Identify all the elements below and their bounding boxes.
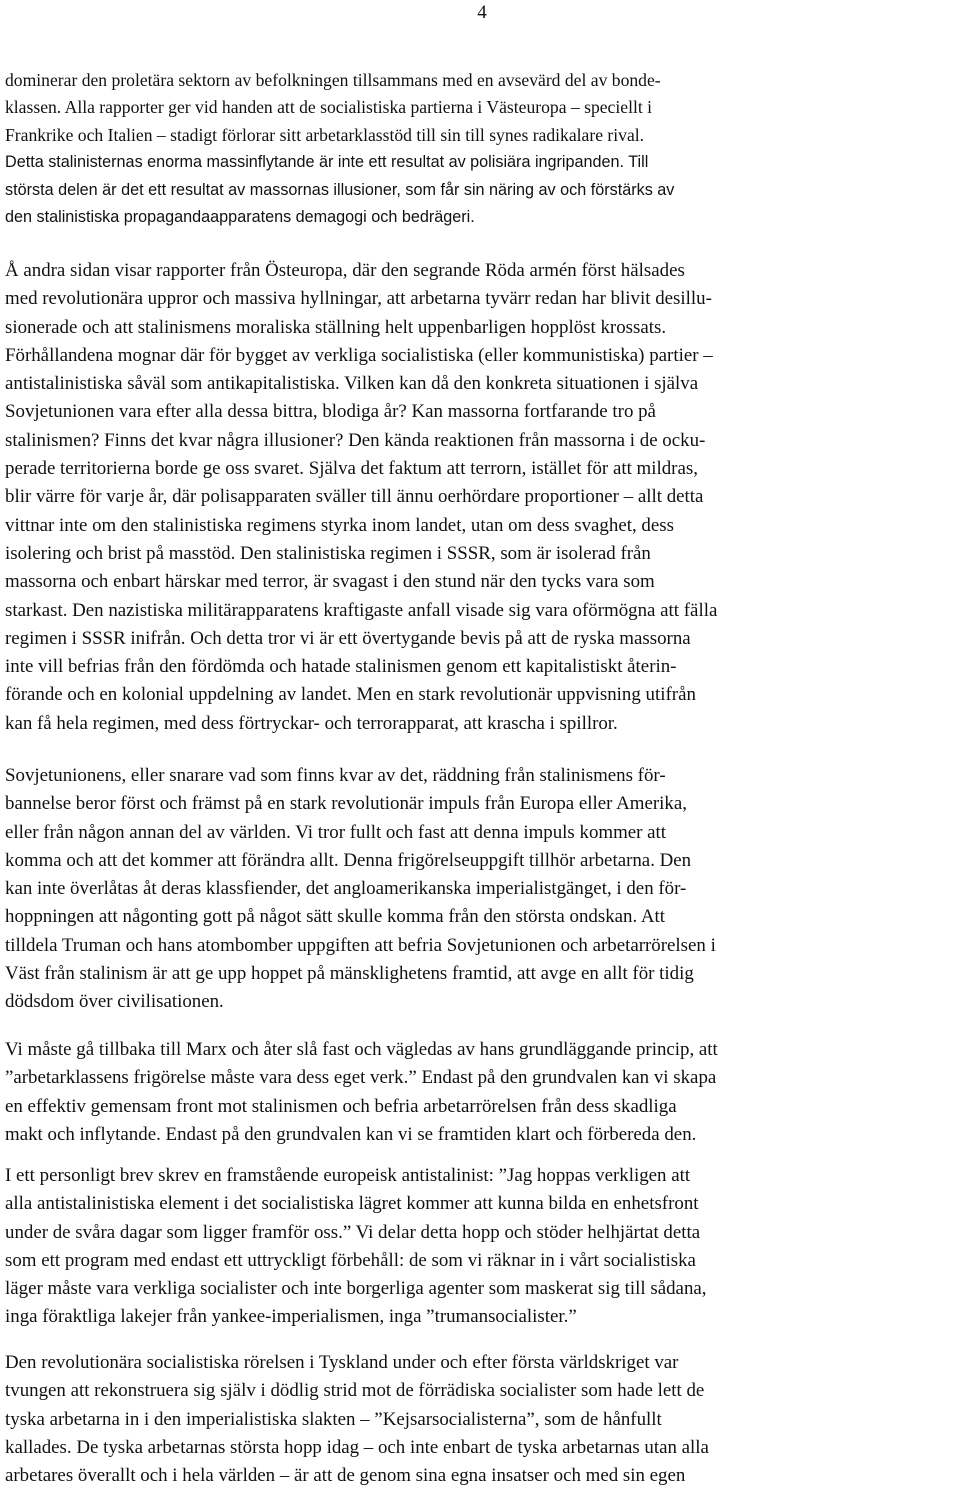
text-line: bannelse beror först och främst på en stark revolutionär impuls från Europa eller Amerika, [5,793,687,815]
text-line: dominerar den proletära sektorn av befolkningen tillsammans med en avsevärd del av bonde- [5,70,661,90]
text-line: isolering och brist på masstöd. Den stalinistiska regimen i SSSR, som är isolerad från [5,542,651,564]
text-line: starkast. Den nazistiska militärapparatens kraftigaste anfall visade sig vara oförmögna att fälla [5,599,718,621]
text-line: komma och att det kommer att förändra allt. Denna frigörelseuppgift tillhör arbetarna. Den [5,849,692,871]
text-line: under de svåra dagar som ligger framför oss.” Vi delar detta hopp och stöder helhjärtat detta [5,1221,701,1243]
page-number: 4 [477,2,487,23]
text-line: ”arbetarklassens frigörelse måste vara dess eget verk.” Endast på den grundvalen kan vi skapa [5,1067,717,1089]
text-line: blir värre för varje år, där polisapparaten sväller till ännu oerhördare proportioner – allt detta [5,486,704,508]
text-line: antistalinistiska såväl som antikapitalistiska. Vilken kan då den konkreta situationen i själva [5,373,699,395]
paragraph-3 [5,762,955,1017]
text-line: inte vill befrias från den fördömda och hatade stalinismen genom ett kapitalistiskt återin- [5,656,677,678]
text-line: inga föraktliga lakejer från yankee-imperialismen, inga ”trumansocialister.” [5,1306,577,1328]
paragraph-5 [5,1162,955,1332]
text-line: kan inte överlåtas åt deras klassfiender, det angloamerikanska imperialistgänget, i den för- [5,878,687,900]
text-line: förande och en kolonial uppdelning av landet. Men en stark revolutionär uppvisning utifrån [5,684,696,706]
text-line: läger måste vara verkliga socialister och inte borgerliga agenter som maskerat sig till sådana, [5,1278,707,1300]
text-line: dödsdom över civilisationen. [5,991,224,1013]
text-line: klassen. Alla rapporter ger vid handen att de socialistiska partierna i Västeuropa – speciellt i [5,97,653,118]
text-line: perade territorierna borde ge oss svaret. Själva det faktum att terrorn, istället för att mildras, [5,458,698,480]
text-line: massorna och enbart härskar med terror, är svagast i den stund när den tycks vara som [5,571,655,593]
text-line: Sovjetunionen vara efter alla dessa bittra, blodiga år? Kan massorna fortfarande tro på [5,401,656,423]
text-line: tyska arbetarna in i den imperialistiska slakten – ”Kejsarsocialisterna”, som de hånfullt [5,1408,662,1430]
text-line: Vi måste gå tillbaka till Marx och åter slå fast och vägledas av hans grundläggande princip, att [5,1039,718,1060]
text-line: som ett program med endast ett uttryckligt förbehåll: de som vi räknar in i vårt socialistiska [5,1249,696,1271]
text-line: tilldela Truman och hans atombomber uppgiften att befria Sovjetunionen och arbetarrörelsen i [5,934,716,956]
text-line: hoppningen att någonting gott på något sätt skulle komma från den största ondskan. Att [5,906,666,928]
text-line: Förhållandena mognar där för bygget av verkliga socialistiska (eller kommunistiska) partier – [5,344,713,366]
text-line: Den revolutionära socialistiska rörelsen i Tyskland under och efter första världskriget var [5,1352,679,1373]
paragraph-2 [5,257,955,738]
paragraph-1 [5,67,955,231]
text-line: Väst från stalinism är att ge upp hoppet på mänsklighetens framtid, att avge en allt för tidig [5,963,694,985]
text-line: sionerade och att stalinismens moraliska ställning helt uppenbarligen hopplöst krossats. [5,316,667,338]
text-line: en effektiv gemensam front mot stalinismen och befria arbetarrörelsen från dess skadliga [5,1095,677,1117]
text-line: kan få hela regimen, med dess förtryckar- och terrorapparat, att krascha i spillror. [5,712,618,734]
text-line: stalinismen? Finns det kvar några illusioner? Den kända reaktionen från massorna i de ocku- [5,429,706,451]
text-line: makt och inflytande. Endast på den grundvalen kan vi se framtiden klart och förbereda den. [5,1123,697,1145]
text-line: Å andra sidan visar rapporter från Östeuropa, där den segrande Röda armén först hälsades [5,260,685,281]
text-line: den stalinistiska propagandaapparatens demagogi och bedrägeri. [5,208,475,227]
text-line: regimen i SSSR inifrån. Och detta tror vi är ett övertygande bevis på att de ryska massorna [5,627,691,649]
text-line: vittnar inte om den stalinistiska regimens styrka inom landet, utan om dess svaghet, dess [5,514,674,536]
text-line: med revolutionära uppror och massiva hyllningar, att arbetarna tyvärr redan har blivit desillu- [5,288,712,310]
text-line: Frankrike och Italien – stadigt förlorar sitt arbetarklasstöd till sin till synes radikalare rival. [5,124,645,145]
text-line: Sovjetunionens, eller snarare vad som finns kvar av det, räddning från stalinismens för- [5,765,666,786]
text-line: I ett personligt brev skrev en framstående europeisk antistalinist: ”Jag hoppas verkligen att [5,1165,691,1186]
text-line: största delen är det ett resultat av massornas illusioner, som får sin näring av och förstärks av [5,180,675,199]
text-line: tvungen att rekonstruera sig själv i dödlig strid mot de förrädiska socialister som hade lett de [5,1380,705,1402]
paragraph-4 [5,1036,955,1149]
text-line: eller från någon annan del av världen. Vi tror fullt och fast att denna impuls kommer att [5,821,667,843]
text-line: Detta stalinisternas enorma massinflytande är inte ett resultat av polisiära ingripanden. Till [5,153,649,172]
paragraph-6 [5,1349,955,1490]
text-line: kallades. De tyska arbetarnas största hopp idag – och inte enbart de tyska arbetarnas utan alla [5,1436,709,1458]
text-line: alla antistalinistiska element i det socialistiska lägret kommer att kunna bilda en enhetsfront [5,1193,699,1215]
text-line: arbetares överallt och i hela världen – är att de genom sina egna insatser och med sin egen [5,1465,686,1487]
